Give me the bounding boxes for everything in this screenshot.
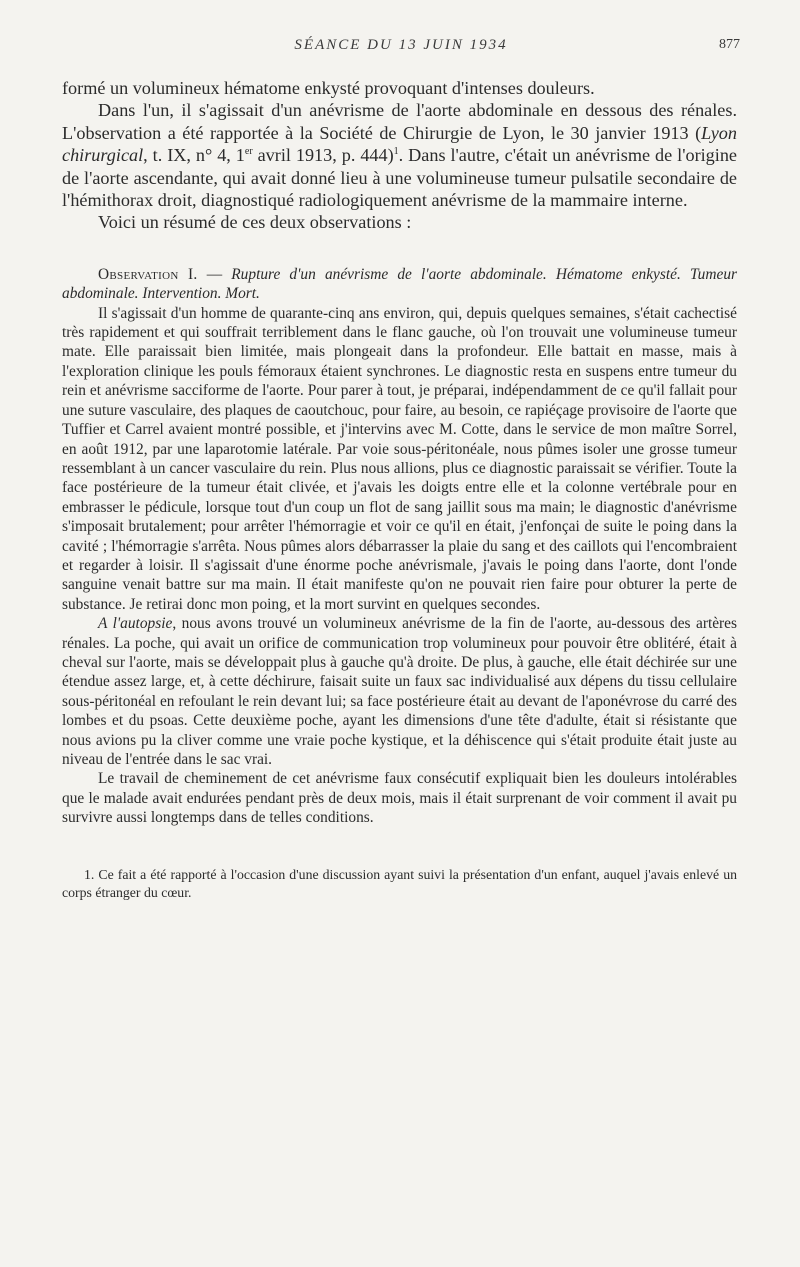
journal-reference: Lyon chirurgical [62,122,737,166]
footnote-marker: 1 [393,146,399,158]
observation-title: Rupture d'un anévrisme de l'aorte abdominale. Hématome enkysté. Tumeur abdominale. Intervention. Mort. [62,265,737,303]
autopsy-lead: A l'autopsie [98,615,173,633]
observation-paragraph-1: Il s'agissait d'un homme de quarante-cinq ans environ, qui, depuis quelques semaines, s'était cachectisé très rapidement et qui souffrait terriblement dans le flanc gauche, où l'on trouvait une volumineuse tumeur mate. Elle paraissait bien limitée, mais plongeait dans la profondeur. Elle battait en masse, mais à l'exploration clinique les pouls fémoraux étaient synchrones. Le diagnostic resta en suspens entre tumeur du rein et anévrisme sacciforme de l'aorte. Pour parer à tout, je préparai, indépendamment de ce qu'il fallait pour une suture vasculaire, des plaques de caoutchouc, pour faire, au besoin, ce rapiéçage provisoire de l'aorte que Tuffier et Carrel avaient montré possible, et j'intervins avec M. Cotte, dans le service de mon maître Sorrel, en août 1912, par une laparotomie latérale. Par voie sous-péritonéale, nous pûmes isoler une grosse tumeur ressemblant à un cancer vasculaire du rein. Plus nous allions, plus ce diagnostic paraissait se vérifier. Toute la face postérieure de la tumeur était clivée, et j'avais les doigts entre elle et la colonne vertébrale pour en embrasser le pédicule, lorsque tout d'un coup un flot de sang jaillit sous ma main; le diagnostic d'anévrisme s'imposait brutalement; pour arrêter l'hémorragie et voir ce qu'il en était, j'enfonçai de suite le poing dans la cavité ; l'hémorragie s'arrêta. Nous pûmes alors débarrasser la plaie du sang et des caillots qui l'encombraient et regarder à loisir. Il s'agissait d'une énorme poche anévrismale, j'avais le poing dans l'aorte, dont l'onde sanguine venait battre sur ma main. Il était manifeste qu'on ne pouvait rien faire pour obturer la perte de substance. Je retirai donc mon poing, et la mort survint en quelques secondes. [62,304,737,613]
intro-text: , t. IX, n° 4, 1 [143,145,245,166]
observation-label: Observation I. [98,265,198,283]
intro-text: Dans l'un, il s'agissait d'un anévrisme de l'aorte abdominale en dessous des rénales. L'observation a été rapportée à la Société de Chirurgie de Lyon, le 30 janvier 1913 ( [62,100,737,143]
observation-dash: — [197,265,232,283]
observation-paragraph-2 [62,614,737,769]
autopsy-text: , nous avons trouvé un volumineux anévrisme de la fin de l'aorte, au-dessous des artères rénales. La poche, qui avait un orifice de communication trop volumineux pour pouvoir être oblitéré, était à cheval sur l'aorte, mais se développait plus à gauche qu'à droite. De plus, à gauche, elle était déchirée sur une étendue assez large, et, à cette déchirure, faisait suite un faux sac individualisé aux dépens du tissu cellulaire sous-péritonéal en refoulant le rein devant lui; sa face postérieure était au devant de l'aponévrose du carré des lombes et du psoas. Cette deuxième poche, ayant les dimensions d'une tête d'adulte, était si résistante que nous avions pu la cliver comme une vraie poche kystique, et la déhiscence qui s'était produite était juste au niveau de l'entrée dans le sac vrai. [62,615,737,768]
intro-paragraph-3: Voici un résumé de ces deux observations : [98,212,412,233]
footnote-gap [62,828,737,866]
running-head: SÉANCE DU 13 JUIN 1934 [294,37,508,53]
page-header [62,37,740,57]
intro-text: . Dans l'autre, c'était un anévrisme de l'origine de l'aorte ascendante, qui avait donné lieu à une volumineuse tumeur pulsatile secondaire de l'hémithorax droit, diagnostiqué radiologiquement anévrisme de la mammaire interne. [62,145,737,211]
observation-paragraph-3: Le travail de cheminement de cet anévrisme faux consécutif expliquait bien les douleurs intolérables que le malade avait endurées pendant près de deux mois, mais il était surprenant de voir comment il avait pu survivre aussi longtemps dans de telles conditions. [62,770,737,827]
intro-paragraph-2 [62,99,737,211]
page-body [62,77,737,902]
intro-text: avril 1913, p. 444) [252,145,394,166]
section-gap [62,234,737,265]
superscript: er [244,146,253,158]
intro-paragraph-1: formé un volumineux hématome enkysté provoquant d'intenses douleurs. [62,78,595,98]
page-number: 877 [719,37,740,52]
footnote: 1. Ce fait a été rapporté à l'occasion d'une discussion ayant suivi la présentation d'un enfant, auquel j'avais enlevé un corps étranger du cœur. [62,866,737,900]
observation-heading [62,265,737,304]
